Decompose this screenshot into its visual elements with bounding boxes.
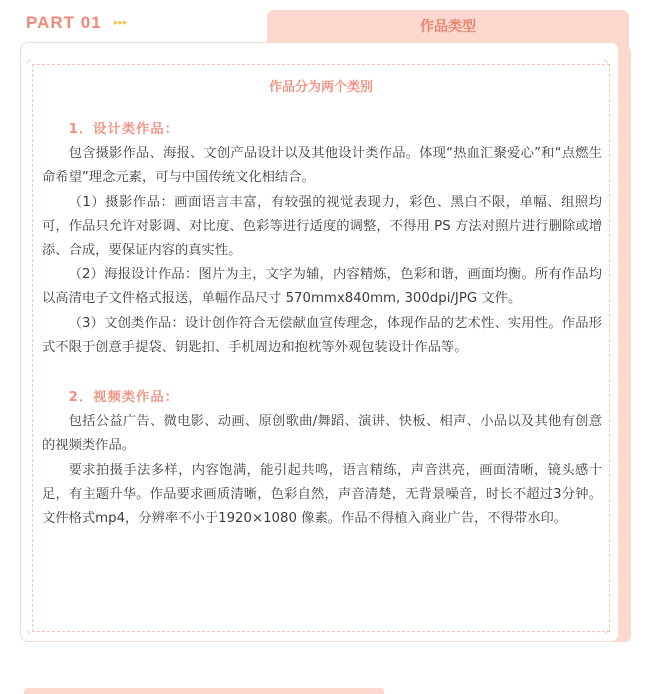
corner-ornament-icon: ◝	[604, 58, 608, 69]
next-section-bar	[24, 688, 384, 694]
paragraph: （1）摄影作品：画面语言丰富，有较强的视觉表现力，彩色、黑白不限，单幅、组照均可，作品只允许对影调、对比度、色彩等进行适度的调整，不得用 PS 方法对照片进行删除或增添、合成，要保证内容的真实性。	[42, 194, 602, 259]
corner-ornament-icon: ◟	[27, 625, 31, 636]
paragraph: （2）海报设计作品：图片为主，文字为辅，内容精炼，色彩和谐，画面均衡。所有作品均以高清电子文件格式报送，单幅作品尺寸 570mmx840mm, 300dpi/JPG 文件。	[42, 267, 602, 307]
paragraph: 包含摄影作品、海报、文创产品设计以及其他设计类作品。体现“热血汇聚爱心”和“点燃生命希望”理念元素，可与中国传统文化相结合。	[42, 146, 602, 186]
paragraph: 要求拍摄手法多样，内容饱满，能引起共鸣，语言精练，声音洪亮，画面清晰，镜头感十足，有主题升华。作品要求画质清晰，色彩自然，声音清楚，无背景噪音，时长不超过3分钟。文件格式mp4，分辨率不小于1920×1080 像素。作品不得植入商业广告，不得带水印。	[42, 462, 602, 527]
part-label: PART 01	[26, 13, 102, 32]
section-tab-title: 作品类型	[420, 19, 476, 35]
arrows-decoration: ▸▸▸	[114, 18, 128, 28]
spacer	[42, 360, 602, 386]
content-body	[42, 118, 602, 531]
section-heading-video: 2．视频类作品：	[68, 390, 179, 406]
corner-ornament-icon: ◞	[604, 625, 608, 636]
section-heading-design: 1．设计类作品：	[68, 122, 179, 137]
paragraph: 包括公益广告、微电影、动画、原创歌曲/舞蹈、演讲、快板、相声、小品以及其他有创意的视频类作品。	[42, 414, 602, 454]
card-subtitle: 作品分为两个类别	[268, 80, 373, 95]
paragraph: （3）文创类作品：设计创作符合无偿献血宣传理念，体现作品的艺术性、实用性。作品形式不限于创意手提袋、钥匙扣、手机周边和抱枕等外观包装设计作品等。	[42, 315, 602, 355]
corner-ornament-icon: ◜	[27, 58, 31, 69]
